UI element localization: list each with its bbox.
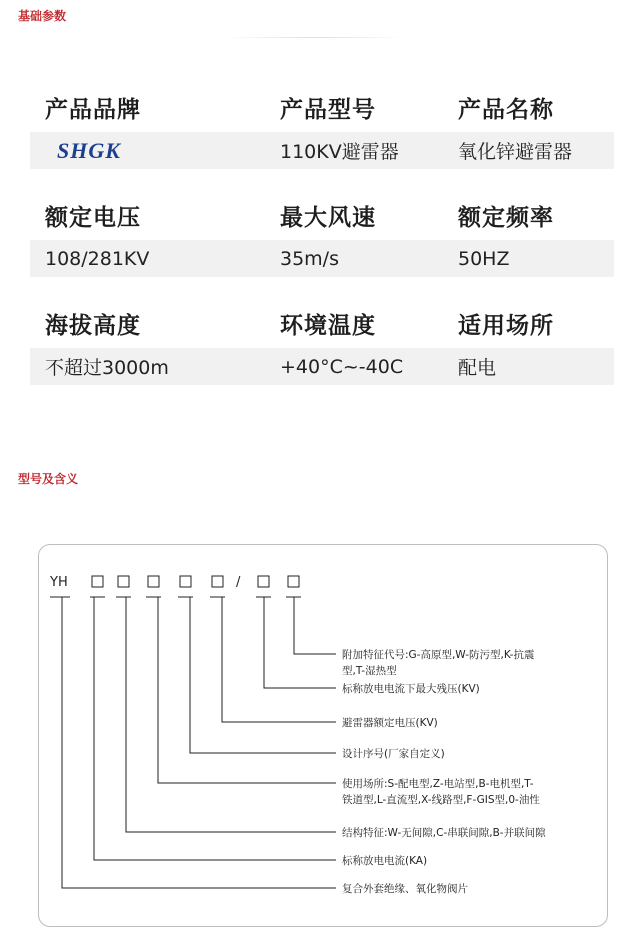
value-application: 配电 [458, 357, 497, 379]
header-model: 产品型号 [280, 96, 376, 123]
model-code-description: 复合外套绝缘、氧化物阀片 [342, 883, 468, 895]
model-placeholder-box [288, 576, 299, 587]
leader-line [62, 597, 336, 888]
header-application: 适用场所 [458, 312, 554, 339]
basic-params-title: 基础参数 [18, 9, 67, 23]
leader-line [264, 597, 336, 688]
header-brand: 产品品牌 [45, 96, 141, 123]
value-altitude: 不超过3000m [45, 357, 169, 379]
value-rated-voltage: 108/281KV [45, 247, 150, 270]
leader-line [190, 597, 336, 753]
model-code-description: 避雷器额定电压(KV) [342, 717, 438, 729]
brand-logo-text: SHGK [57, 137, 121, 163]
model-code-description: 使用场所:S-配电型,Z-电站型,B-电机型,T- [342, 778, 534, 790]
model-placeholder-box [118, 576, 129, 587]
leader-line [294, 597, 336, 654]
value-ambient-temp: +40°C~-40C [280, 355, 404, 378]
model-placeholder-box [212, 576, 223, 587]
model-placeholder-box [258, 576, 269, 587]
leader-line [158, 597, 336, 783]
header-ambient-temp: 环境温度 [280, 312, 376, 339]
model-code-description: 结构特征:W-无间隙,C-串联间隙,B-并联间隙 [342, 827, 546, 839]
leader-line [94, 597, 336, 860]
model-placeholder-box [92, 576, 103, 587]
leader-line [222, 597, 336, 722]
value-name: 氧化锌避雷器 [458, 141, 573, 163]
header-altitude: 海拔高度 [45, 312, 141, 339]
model-code-description: 标称放电电流(KA) [342, 855, 428, 867]
value-rated-frequency: 50HZ [458, 247, 510, 270]
header-rated-voltage: 额定电压 [45, 204, 141, 231]
model-separator: / [236, 575, 241, 590]
header-max-wind: 最大风速 [280, 204, 376, 231]
model-prefix: YH [50, 575, 68, 590]
model-code-description: 铁道型,L-直流型,X-线路型,F-GIS型,0-油性 [342, 794, 540, 806]
header-name: 产品名称 [458, 96, 554, 123]
value-max-wind: 35m/s [280, 247, 339, 270]
model-code-description: 型,T-湿热型 [342, 665, 397, 677]
model-meaning-title: 型号及含义 [18, 472, 79, 486]
header-rated-frequency: 额定频率 [458, 204, 554, 231]
value-model: 110KV避雷器 [280, 141, 399, 163]
model-code-description: 附加特征代号:G-高原型,W-防污型,K-抗震 [342, 649, 535, 661]
model-code-description: 设计序号(厂家自定义) [342, 748, 445, 760]
model-placeholder-box [180, 576, 191, 587]
model-code-description: 标称放电电流下最大残压(KV) [342, 683, 480, 695]
model-placeholder-box [148, 576, 159, 587]
